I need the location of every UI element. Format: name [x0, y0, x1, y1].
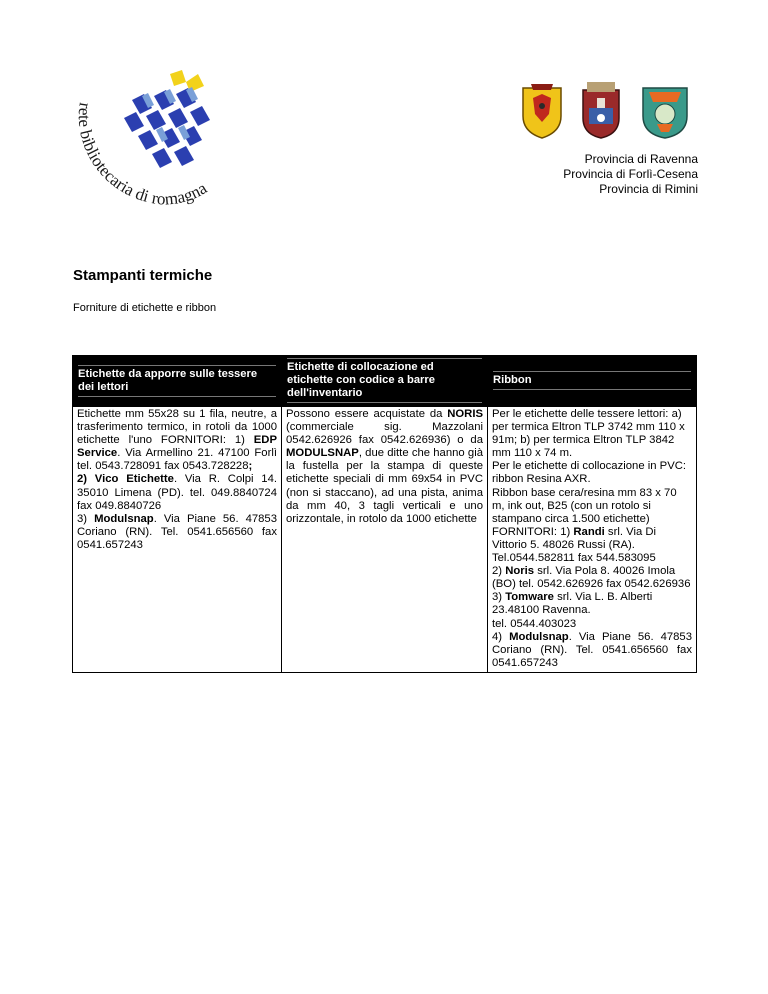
cell-collocazione: Possono essere acquistate da NORIS (commerciale sig. Mazzolani 0542.626926 fax 0542.626936) o da MODULSNAP, due ditte che hanno già la fustella per la stampa di queste etichette speciali di mm 69x54 in PVC (non si staccano), ad una pista, anima da mm 40, 3 tagli verticali e uno orizzontale, in rotolo da 1000 etichette: [282, 407, 488, 673]
logo-text: rete bibliotecaria di romagna: [74, 101, 211, 209]
provincial-crests: [517, 80, 693, 140]
table-row: [73, 407, 697, 673]
table-header-row: [73, 356, 697, 407]
page-title: Stampanti termiche: [73, 267, 213, 284]
province-rimini: Provincia di Rimini: [599, 182, 698, 196]
rete-bibliotecaria-logo: [62, 66, 252, 212]
page-subtitle: Forniture di etichette e ribbon: [73, 302, 217, 314]
province-ravenna: Provincia di Ravenna: [584, 152, 698, 166]
cell-tessere: Etichette mm 55x28 su 1 fila, neutre, a trasferimento termico, in rotoli da 1000 etichette l'uno FORNITORI: 1) EDP Service. Via Armellino 21. 47100 Forlì tel. 0543.728091 fax 0543.728228; 2) Vico Etichette. Via R. Colpi 14. 35010 Limena (PD). tel. 049.8840724 fax 049.8840726 3) Modulsnap. Via Piane 56. 47853 Coriano (RN). Tel. 0541.656560 fax 0541.657243: [73, 407, 282, 673]
header-collocazione: Etichette di collocazione ed etichette con codice a barre dell'inventario: [282, 356, 488, 407]
crest-rimini-icon: [643, 88, 687, 138]
suppliers-table: [72, 355, 697, 673]
crest-forli-cesena-icon: [583, 82, 619, 138]
province-forli-cesena: Provincia di Forlì-Cesena: [563, 167, 698, 181]
header-tessere: Etichette da apporre sulle tessere dei lettori: [73, 356, 282, 407]
province-list: [480, 152, 698, 197]
crest-ravenna-icon: [523, 84, 561, 138]
cell-ribbon: Per le etichette delle tessere lettori: a) per termica Eltron TLP 3742 mm 110 x 91m; b) per termica Eltron TLP 3842 mm 110 x 74 m. Per le etichette di collocazione in PVC: ribbon Resina AXR. Ribbon base cera/resina mm 83 x 70 m, ink out, B25 (con un rotolo si stampano circa 1.500 etichette) FORNITORI: 1) Randi srl. Via Di Vittorio 5. 48026 Russi (RA). Tel.0544.582811 fax 544.583095 2) Noris srl. Via Pola 8. 40026 Imola (BO) tel. 0542.626926 fax 0542.626936 3) Tomware srl. Via L. B. Alberti 23.48100 Ravenna. tel. 0544.403023 4) Modulsnap. Via Piane 56. 47853 Coriano (RN). Tel. 0541.656560 fax 0541.657243: [488, 407, 697, 673]
header-ribbon: Ribbon: [488, 356, 697, 407]
